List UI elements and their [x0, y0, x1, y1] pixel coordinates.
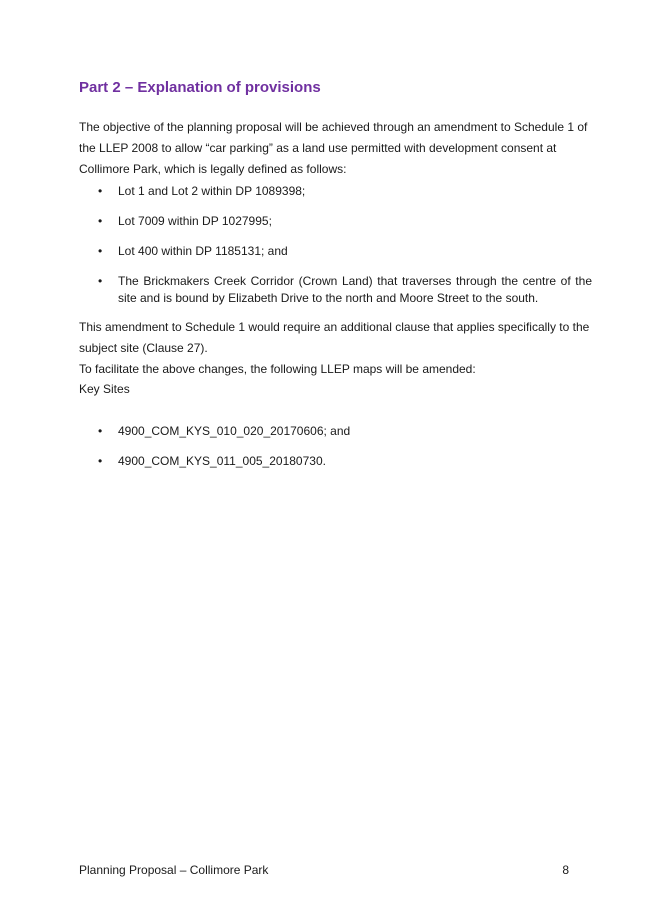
list-item-text: 4900_COM_KYS_011_005_20180730.	[118, 454, 326, 468]
list-item	[79, 243, 592, 260]
amendment-paragraph: This amendment to Schedule 1 would require an additional clause that applies specifically to the subject site (Clause 27).	[79, 320, 590, 355]
maps-heading: Key Sites	[79, 382, 130, 396]
bullet-icon: •	[98, 274, 103, 288]
intro-paragraph: The objective of the planning proposal will be achieved through an amendment to Schedule 1 of the LLEP 2008 to allow “car parking” as a land use permitted with development consent at Collimore Park, which is legally defined as follows:	[79, 120, 588, 176]
list-item	[79, 183, 592, 200]
list-item-text: Lot 7009 within DP 1027995;	[118, 214, 272, 228]
bullet-icon: •	[98, 184, 103, 198]
maps-intro: To facilitate the above changes, the following LLEP maps will be amended:	[79, 362, 476, 376]
list-item-text: The Brickmakers Creek Corridor (Crown Land) that traverses through the centre of the site and is bound by Elizabeth Drive to the north and Moore Street to the south.	[118, 274, 592, 305]
list-item-text: Lot 400 within DP 1185131; and	[118, 244, 288, 258]
list-item-text: Lot 1 and Lot 2 within DP 1089398;	[118, 184, 306, 198]
list-item	[79, 453, 592, 470]
bullet-icon: •	[98, 454, 103, 468]
bullet-icon: •	[98, 244, 103, 258]
footer-title: Planning Proposal – Collimore Park	[79, 863, 269, 877]
maps-list	[79, 423, 592, 470]
lots-list	[79, 183, 592, 307]
bullet-icon: •	[98, 214, 103, 228]
list-item	[79, 273, 592, 307]
page-number: 8	[562, 863, 569, 877]
section-heading: Part 2 – Explanation of provisions	[79, 79, 321, 96]
list-item	[79, 213, 592, 230]
list-item-text: 4900_COM_KYS_010_020_20170606; and	[118, 424, 351, 438]
list-item	[79, 423, 592, 440]
bullet-icon: •	[98, 424, 103, 438]
